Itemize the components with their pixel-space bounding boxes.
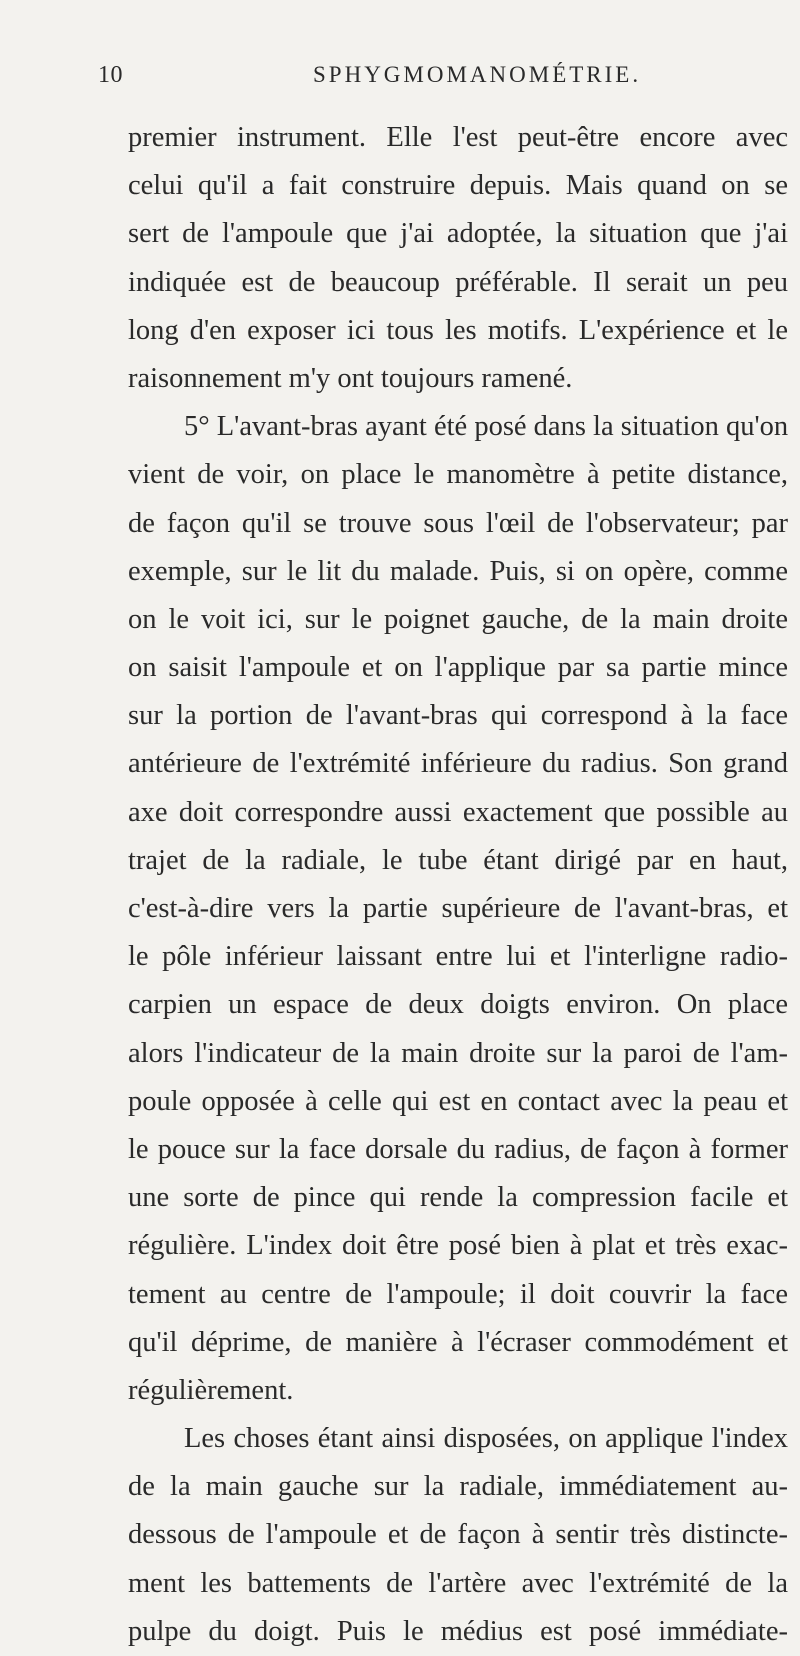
text-line: long d'en exposer ici tous les motifs. L'expérience et le bbox=[128, 314, 788, 346]
text-line: le pôle inférieur laissant entre lui et l'interligne radio- bbox=[128, 941, 788, 973]
text-line: régulièrement. bbox=[128, 1374, 294, 1406]
page-header bbox=[98, 62, 788, 102]
text-line: une sorte de pince qui rende la compression facile et bbox=[128, 1182, 788, 1214]
text-line: poule opposée à celle qui est en contact avec la peau et bbox=[128, 1085, 788, 1117]
text-line: indiquée est de beaucoup préférable. Il serait un peu bbox=[128, 266, 788, 298]
page-number: 10 bbox=[98, 62, 123, 88]
text-line: antérieure de l'extrémité inférieure du radius. Son grand bbox=[128, 748, 788, 780]
text-line: qu'il déprime, de manière à l'écraser commodément et bbox=[128, 1326, 788, 1358]
text-line: trajet de la radiale, le tube étant dirigé par en haut, bbox=[128, 844, 788, 876]
running-title: SPHYGMOMANOMÉTRIE. bbox=[313, 62, 642, 87]
text-line: sur la portion de l'avant-bras qui correspond à la face bbox=[128, 700, 788, 732]
text-line: régulière. L'index doit être posé bien à plat et très exac- bbox=[128, 1230, 788, 1262]
text-line: de la main gauche sur la radiale, immédiatement au- bbox=[128, 1471, 788, 1503]
paragraph-first-line: 5° L'avant-bras ayant été posé dans la situation qu'on bbox=[184, 411, 789, 443]
paragraph-first-line: Les choses étant ainsi disposées, on applique l'index bbox=[184, 1423, 788, 1455]
text-line: on saisit l'ampoule et on l'applique par sa partie mince bbox=[128, 652, 788, 684]
text-line: celui qu'il a fait construire depuis. Mais quand on se bbox=[128, 170, 788, 202]
text-line: premier instrument. Elle l'est peut-être encore avec bbox=[128, 122, 788, 153]
text-line: carpien un espace de deux doigts environ. On place bbox=[128, 989, 788, 1021]
text-line: sert de l'ampoule que j'ai adoptée, la situation que j'ai bbox=[128, 218, 788, 250]
text-line: raisonnement m'y ont toujours ramené. bbox=[128, 362, 573, 394]
text-line: on le voit ici, sur le poignet gauche, de la main droite bbox=[128, 603, 788, 635]
text-line: dessous de l'ampoule et de façon à sentir très distincte- bbox=[128, 1519, 788, 1551]
text-line: le pouce sur la face dorsale du radius, de façon à former bbox=[128, 1133, 788, 1165]
body-text bbox=[128, 114, 788, 1656]
text-line: de façon qu'il se trouve sous l'œil de l'observateur; par bbox=[128, 507, 788, 539]
text-line: vient de voir, on place le manomètre à petite distance, bbox=[128, 459, 788, 491]
text-line: pulpe du doigt. Puis le médius est posé immédiate- bbox=[128, 1615, 788, 1647]
text-line: axe doit correspondre aussi exactement que possible au bbox=[128, 796, 788, 828]
text-line: alors l'indicateur de la main droite sur la paroi de l'am- bbox=[128, 1037, 788, 1069]
text-line: c'est-à-dire vers la partie supérieure de l'avant-bras, et bbox=[128, 893, 788, 924]
text-line: exemple, sur le lit du malade. Puis, si on opère, comme bbox=[128, 555, 788, 587]
text-line: tement au centre de l'ampoule; il doit couvrir la face bbox=[128, 1278, 788, 1310]
text-line: ment les battements de l'artère avec l'extrémité de la bbox=[128, 1567, 788, 1599]
